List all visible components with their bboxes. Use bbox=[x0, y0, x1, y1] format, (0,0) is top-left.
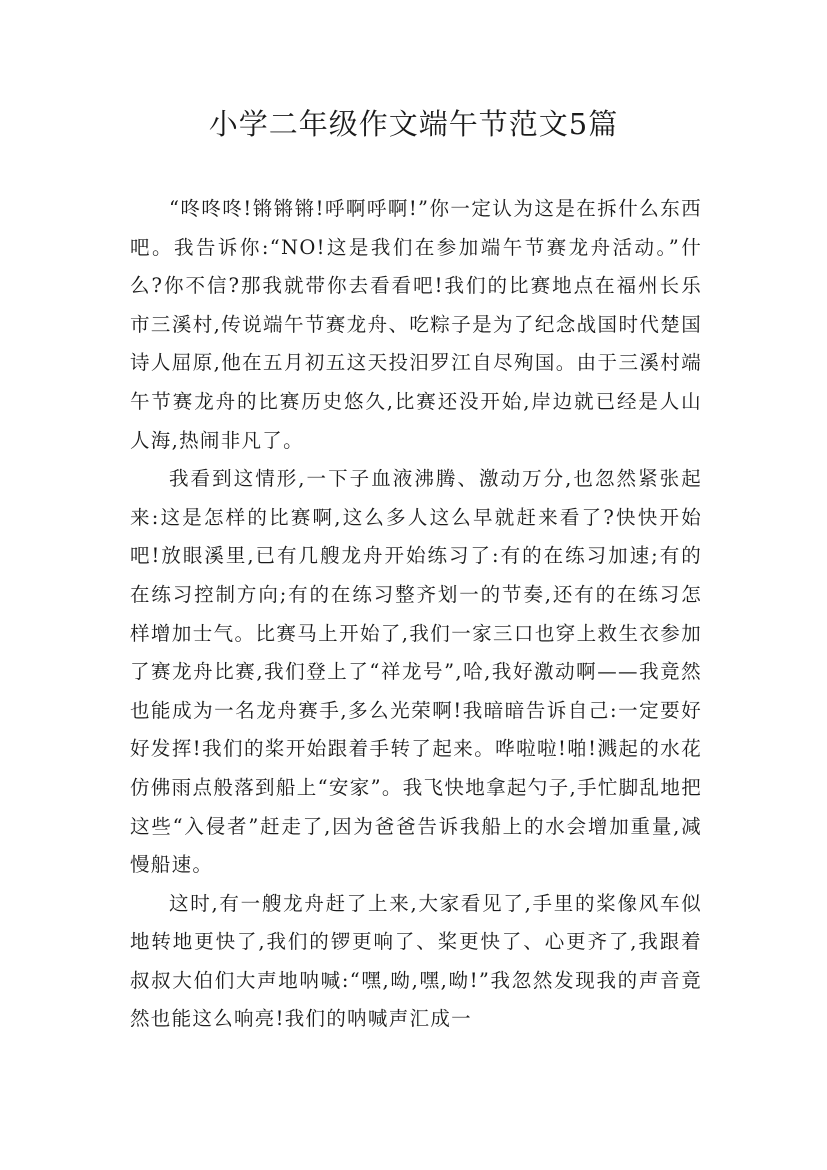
essay-body bbox=[130, 190, 702, 1039]
paragraph-2: 我看到这情形,一下子血液沸腾、激动万分,也忽然紧张起来:这是怎样的比赛啊,这么多人这么早就赶来看了?快快开始吧!放眼溪里,已有几艘龙舟开始练习了:有的在练习加速;有的在练习控制方向;有的在练习整齐划一的节奏,还有的在练习怎样增加士气。比赛马上开始了,我们一家三口也穿上救生衣参加了赛龙舟比赛,我们登上了“祥龙号”,哈,我好激动啊——我竟然也能成为一名龙舟赛手,多么光荣啊!我暗暗告诉自己:一定要好好发挥!我们的桨开始跟着手转了起来。哗啦啦!啪!溅起的水花仿佛雨点般落到船上“安家”。我飞快地拿起勺子,手忙脚乱地把这些“入侵者”赶走了,因为爸爸告诉我船上的水会增加重量,减慢船速。 bbox=[130, 467, 702, 877]
paragraph-3: 这时,有一艘龙舟赶了上来,大家看见了,手里的桨像风车似地转地更快了,我们的锣更响了、桨更快了、心更齐了,我跟着叔叔大伯们大声地呐喊:“嘿,呦,嘿,呦!”我忽然发现我的声音竟然也能这么响亮!我们的呐喊声汇成一 bbox=[130, 891, 702, 1031]
page-title: 小学二年级作文端午节范文5篇 bbox=[208, 107, 619, 141]
paragraph-1: “咚咚咚!锵锵锵!呼啊呼啊!”你一定认为这是在拆什么东西吧。我告诉你:“NO!这是我们在参加端午节赛龙舟活动。”什么?你不信?那我就带你去看看吧!我们的比赛地点在福州长乐市三溪村,传说端午节赛龙舟、吃粽子是为了纪念战国时代楚国诗人屈原,他在五月初五这天投汨罗江自尽殉国。由于三溪村端午节赛龙舟的比赛历史悠久,比赛还没开始,岸边就已经是人山人海,热闹非凡了。 bbox=[130, 197, 702, 452]
